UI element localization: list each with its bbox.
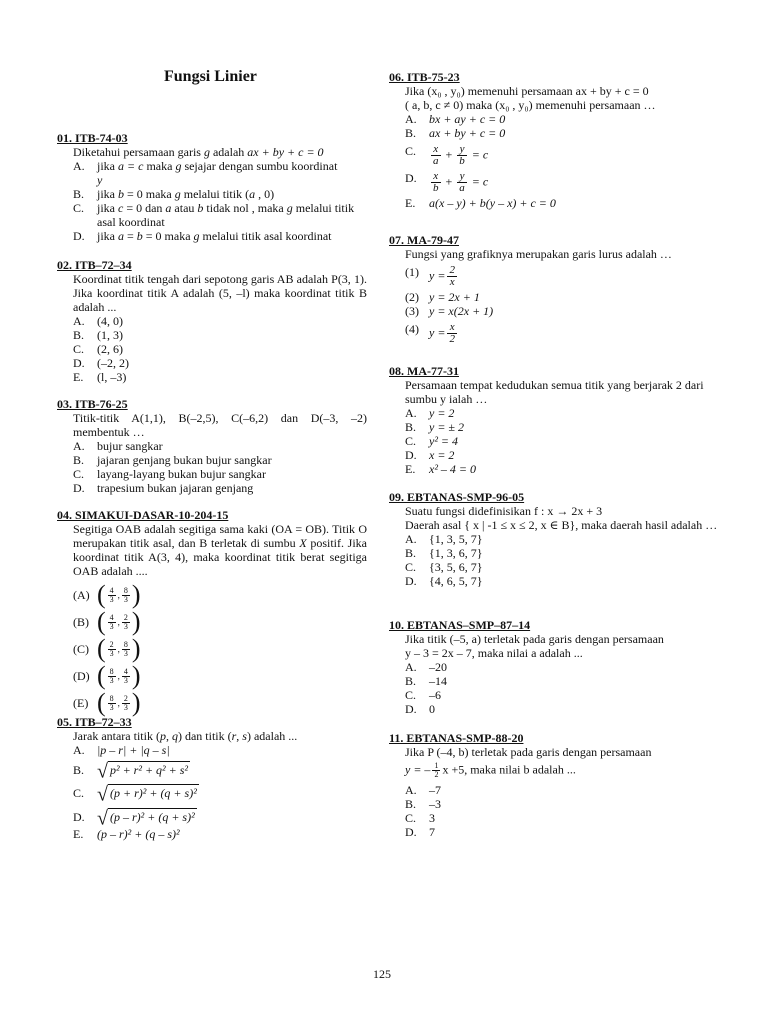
- option-key: (D): [73, 669, 90, 683]
- question-04-options: [57, 582, 367, 716]
- option-value: ( $\frac{2}{3}$ , $\frac{8}{3}$ ): [97, 634, 141, 663]
- option-a: A. |p – r| + |q – s|: [73, 743, 170, 757]
- option-d: [57, 481, 367, 495]
- question-09-stem-2: Daerah asal { x | -1 ≤ x ≤ 2, x ∈ B}, maka daerah hasil adalah …: [405, 518, 718, 532]
- question-11-stem-1: Jika P (–4, b) terletak pada garis dengan persamaan: [405, 745, 652, 759]
- question-02: [57, 258, 367, 384]
- option-value: (2, 6): [97, 342, 123, 356]
- sqrt-icon: √: [97, 760, 108, 783]
- option-value: bujur sangkar: [97, 439, 163, 453]
- option-b: B. ax + by + c = 0: [405, 126, 506, 140]
- option-c: [57, 636, 367, 662]
- option-value: {1, 3, 5, 7}: [429, 532, 483, 546]
- question-02-stem: Koordinat titik tengah dari sepotong garis AB adalah P(3, 1). Jika koordinat titik A adalah (5, –l) maka koordinat titik B adalah ...: [73, 272, 367, 314]
- page-number: 125: [373, 967, 391, 981]
- option-key: D.: [73, 481, 85, 495]
- option-1: (1) y = $\frac{2}{x}$: [405, 264, 455, 288]
- question-03: [57, 397, 367, 495]
- question-11: [389, 731, 719, 839]
- right-paren-icon: ): [131, 688, 141, 717]
- question-10-stem-1: Jika titik (–5, a) terletak pada garis dengan persamaan: [405, 632, 664, 646]
- option-key: D.: [405, 702, 417, 716]
- question-06-heading: 06. ITB-75-23: [389, 70, 460, 84]
- option-value: –6: [429, 688, 441, 702]
- option-value: ( $\frac{4}{3}$ , $\frac{2}{3}$ ): [97, 607, 141, 636]
- option-value: y = 2: [429, 406, 455, 420]
- fraction: $\frac{2}{3}$: [109, 639, 114, 658]
- option-key: B.: [405, 420, 417, 434]
- option-value: jajaran genjang bukan bujur sangkar: [97, 453, 272, 467]
- question-11-heading: 11. EBTANAS-SMP-88-20: [389, 731, 524, 745]
- question-02-options: [57, 314, 367, 384]
- option-key: D.: [73, 356, 85, 370]
- option-d: D. jika a = b = 0 maka g melalui titik asal koordinat: [73, 229, 332, 243]
- option-value: –3: [429, 797, 441, 811]
- question-03-stem: Titik-titik A(1,1), B(–2,5), C(–6,2) dan D(–3, –2) membentuk …: [73, 411, 367, 439]
- fraction: $\frac{4}{3}$: [109, 585, 114, 604]
- fraction: $\frac{8}{3}$: [109, 693, 114, 712]
- option-a: [389, 660, 719, 674]
- question-06-stem-2: ( a, b, c ≠ 0) maka (x₀ , y₀) memenuhi persamaan …: [405, 98, 656, 112]
- option-value: {3, 5, 6, 7}: [429, 560, 483, 574]
- question-04: [57, 508, 367, 716]
- question-01-heading: 01. ITB-74-03: [57, 131, 128, 145]
- left-paren-icon: (: [97, 688, 106, 717]
- option-value: ( $\frac{4}{3}$ , $\frac{8}{3}$ ): [97, 580, 141, 609]
- question-08-heading: 08. MA-77-31: [389, 364, 459, 378]
- question-10-stem-2: y – 3 = 2x – 7, maka nilai a adalah ...: [405, 646, 583, 660]
- option-value: trapesium bukan jajaran genjang: [97, 481, 254, 495]
- option-key: A.: [405, 660, 417, 674]
- option-d: D. √ (p – r)² + (q + s)²: [73, 806, 195, 829]
- option-key: C.: [73, 467, 85, 481]
- question-09-stem-1: Suatu fungsi didefinisikan f : x → 2x + 3: [405, 504, 603, 518]
- fraction: $\frac{y}{a}$: [459, 170, 465, 194]
- option-d: [389, 574, 719, 588]
- question-08-options: [389, 406, 719, 476]
- right-paren-icon: ): [131, 661, 141, 690]
- question-09-options: [389, 532, 719, 588]
- option-key: (B): [73, 615, 89, 629]
- question-04-heading: 04. SIMAKUI-DASAR-10-204-15: [57, 508, 229, 522]
- option-d: [57, 356, 367, 370]
- option-a: A. bx + ay + c = 0: [405, 112, 506, 126]
- question-05-heading: 05. ITB–72–33: [57, 715, 132, 729]
- question-05: [57, 715, 367, 841]
- option-key: B.: [405, 546, 417, 560]
- option-key: C.: [73, 342, 85, 356]
- question-07-heading: 07. MA-79-47: [389, 233, 459, 247]
- fraction: $\frac{2}{x}$: [449, 264, 455, 288]
- option-value: –20: [429, 660, 447, 674]
- option-key: B.: [405, 797, 417, 811]
- option-b: [389, 546, 719, 560]
- option-key: E.: [405, 462, 416, 476]
- left-paren-icon: (: [97, 661, 106, 690]
- question-01-stem: Diketahui persamaan garis g adalah ax + by + c = 0: [73, 145, 324, 159]
- option-key: C.: [405, 688, 417, 702]
- sqrt-icon: √: [97, 806, 108, 829]
- option-a: [389, 783, 719, 797]
- option-key: C.: [405, 434, 417, 448]
- option-value: (–2, 2): [97, 356, 129, 370]
- option-key: A.: [73, 314, 85, 328]
- question-09-heading: 09. EBTANAS-SMP-96-05: [389, 490, 525, 504]
- option-b: B. √ p² + r² + q² + s²: [73, 760, 189, 783]
- option-a: [57, 582, 367, 608]
- fraction: $\frac{2}{3}$: [123, 693, 128, 712]
- option-value: x² – 4 = 0: [429, 462, 477, 476]
- option-value: {1, 3, 6, 7}: [429, 546, 483, 560]
- question-03-heading: 03. ITB-76-25: [57, 397, 128, 411]
- question-03-options: [57, 439, 367, 495]
- question-05-stem: Jarak antara titik (p, q) dan titik (r, s) adalah ...: [73, 729, 298, 743]
- right-paren-icon: ): [131, 607, 141, 636]
- right-paren-icon: ): [131, 580, 141, 609]
- option-b: B. jika b = 0 maka g melalui titik (a , 0): [73, 187, 275, 201]
- option-a: A. jika a = c maka g sejajar dengan sumbu koordinat y: [73, 159, 338, 187]
- option-b: [57, 609, 367, 635]
- fraction: $\frac{x}{a}$: [433, 143, 439, 167]
- option-a: [57, 439, 367, 453]
- option-c: [389, 811, 719, 825]
- option-c: [389, 434, 719, 448]
- option-b: [389, 674, 719, 688]
- option-value: 0: [429, 702, 435, 716]
- question-08-stem: Persamaan tempat kedudukan semua titik yang berjarak 2 dari sumbu y ialah …: [405, 378, 704, 406]
- option-b: [57, 328, 367, 342]
- left-paren-icon: (: [97, 580, 106, 609]
- question-07: [389, 233, 719, 345]
- right-paren-icon: ): [131, 634, 141, 663]
- option-key: A.: [405, 406, 417, 420]
- fraction: $\frac{x}{b}$: [433, 170, 439, 194]
- fraction: $\frac{x}{2}$: [449, 321, 455, 345]
- question-10-options: [389, 660, 719, 716]
- option-b: [389, 797, 719, 811]
- option-key: (C): [73, 642, 89, 656]
- option-value: x = 2: [429, 448, 455, 462]
- option-key: D.: [405, 574, 417, 588]
- question-10-heading: 10. EBTANAS–SMP–87–14: [389, 618, 531, 632]
- option-4: (4) y = $\frac{x}{2}$: [405, 321, 455, 345]
- option-value: ( $\frac{8}{3}$ , $\frac{4}{3}$ ): [97, 661, 141, 690]
- question-10: [389, 618, 719, 716]
- fraction: $\frac{8}{3}$: [123, 585, 128, 604]
- option-value: y = ± 2: [429, 420, 465, 434]
- option-value: (4, 0): [97, 314, 123, 328]
- sqrt-icon: √: [97, 783, 108, 806]
- option-a: [389, 406, 719, 420]
- option-d: [389, 825, 719, 839]
- option-value: {4, 6, 5, 7}: [429, 574, 483, 588]
- question-09: [389, 490, 719, 588]
- option-c: C. jika c = 0 dan a atau b tidak nol , maka g melalui titik asal koordinat: [73, 201, 355, 229]
- option-key: B.: [73, 453, 85, 467]
- option-c: [57, 467, 367, 481]
- question-06: [389, 70, 719, 210]
- question-04-stem: Segitiga OAB adalah segitiga sama kaki (OA = OB). Titik O merupakan titik asal, dan B terletak di sumbu X positif. Jika koordinat titik A(3, 4), maka koordinat titik berat segitiga OAB adalah ....: [73, 522, 367, 578]
- question-07-stem: Fungsi yang grafiknya merupakan garis lurus adalah …: [405, 247, 672, 261]
- option-e: [389, 462, 719, 476]
- option-value: 3: [429, 811, 435, 825]
- fraction: $\frac{2}{3}$: [123, 612, 128, 631]
- option-key: (A): [73, 588, 90, 602]
- option-value: y² = 4: [429, 434, 459, 448]
- option-key: B.: [405, 674, 417, 688]
- option-key: C.: [405, 560, 417, 574]
- option-value: –7: [429, 783, 441, 797]
- option-key: A.: [405, 783, 417, 797]
- left-paren-icon: (: [97, 607, 106, 636]
- question-08: [389, 364, 719, 476]
- option-value: (1, 3): [97, 328, 123, 342]
- option-key: E.: [73, 370, 84, 384]
- option-e: E. (p – r)² + (q – s)²: [73, 826, 180, 841]
- option-c: [389, 688, 719, 702]
- option-c: [389, 560, 719, 574]
- fraction: $\frac{4}{3}$: [109, 612, 114, 631]
- option-value: layang-layang bukan bujur sangkar: [97, 467, 266, 481]
- option-key: D.: [405, 825, 417, 839]
- option-d: [389, 448, 719, 462]
- left-paren-icon: (: [97, 634, 106, 663]
- option-b: [57, 453, 367, 467]
- fraction: $\frac{8}{3}$: [123, 639, 128, 658]
- question-11-stem-2: y = – $\frac{1}{2}$ x +5, maka nilai b adalah ...: [405, 761, 576, 779]
- option-a: [389, 532, 719, 546]
- option-2: (2) y = 2x + 1: [405, 290, 480, 304]
- option-key: A.: [405, 532, 417, 546]
- option-3: (3) y = x(2x + 1): [405, 304, 494, 318]
- option-d: [57, 663, 367, 689]
- option-key: D.: [405, 448, 417, 462]
- fraction: $\frac{y}{b}$: [459, 143, 465, 167]
- option-key: C.: [405, 811, 417, 825]
- question-02-heading: 02. ITB–72–34: [57, 258, 132, 272]
- option-d: D. $\frac{x}{b}$ + $\frac{y}{a}$ = c: [405, 170, 489, 194]
- option-c: [57, 342, 367, 356]
- option-a: [57, 314, 367, 328]
- question-11-options: [389, 783, 719, 839]
- question-01: [57, 131, 367, 243]
- option-value: 7: [429, 825, 435, 839]
- question-06-stem-1: Jika (x₀ , y₀) memenuhi persamaan ax + by + c = 0: [405, 84, 649, 98]
- page-title: Fungsi Linier: [164, 68, 257, 85]
- option-value: ( $\frac{8}{3}$ , $\frac{2}{3}$ ): [97, 688, 141, 717]
- option-value: –14: [429, 674, 447, 688]
- option-d: [389, 702, 719, 716]
- option-key: (E): [73, 696, 89, 710]
- fraction: $\frac{1}{2}$: [434, 761, 439, 779]
- option-key: A.: [73, 439, 85, 453]
- option-value: (l, –3): [97, 370, 127, 384]
- option-e: E. a(x – y) + b(y – x) + c = 0: [405, 196, 556, 210]
- option-e: [57, 690, 367, 716]
- option-c: C. √ (p + r)² + (q + s)²: [73, 783, 197, 806]
- option-b: [389, 420, 719, 434]
- option-e: [57, 370, 367, 384]
- option-c: C. $\frac{x}{a}$ + $\frac{y}{b}$ = c: [405, 143, 489, 167]
- fraction: $\frac{4}{3}$: [123, 666, 128, 685]
- fraction: $\frac{8}{3}$: [109, 666, 114, 685]
- option-key: B.: [73, 328, 85, 342]
